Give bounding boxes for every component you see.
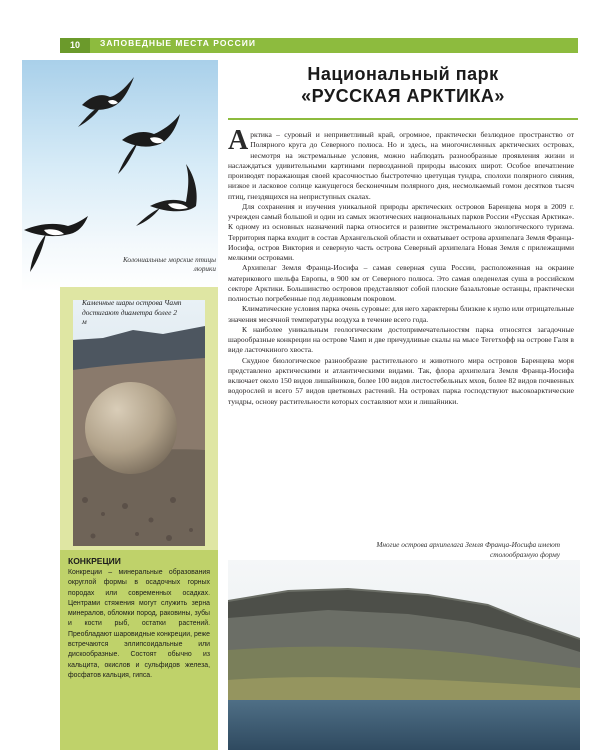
section-title: ЗАПОВЕДНЫЕ МЕСТА РОССИИ — [100, 38, 256, 48]
title-line-2: «РУССКАЯ АРКТИКА» — [301, 86, 505, 106]
page-number: 10 — [60, 38, 90, 53]
bird-4 — [24, 216, 88, 272]
article-body — [228, 125, 574, 407]
paragraph: Арктика – суровый и неприветливый край, огромное, практически безлюдное пространство от Полярного круга до Северного полюса. Но и здесь, на многочисленных арктических островах, несмотря на экстремальные условия, можно наблюдать разнообразные проявления жизни и наслаждаться удивительными картинами первозданной природы высоких широт. Особое впечатление производят поражающая своей красочностью быстротечно цветущая тундра, сполохи полярного сияния, низкое и ласковое солнце кажущегося бесконечным полярного дня, несмолкаемый гомон десятков тысяч птиц, гнездящихся на неприступных скалах. — [228, 125, 574, 201]
paragraph: Климатические условия парка очень суровые: для него характерны близкие к нулю или отрицательные значения месячной температуры воздуха в течение всего года. — [228, 304, 574, 324]
paragraph: Для сохранения и изучения уникальной природы арктических островов Баренцева моря в 2009 г. учрежден самый большой и один из самых экзотических национальных парков России «Русская Арктика». К одному из основных назначений парка относится и развитие экстремального экологического туризма. Территория парка входит в состав Архангельской области и охватывает острова архипелага Земля Франца-Иосифа, остров Виктория и северную часть острова Северный архипелага Новая Земля с прилежащими мелкими островами. — [228, 201, 574, 262]
archipelago-photo — [228, 560, 580, 750]
article-title — [228, 63, 578, 107]
stones-caption: Каменные шары острова Чамп достигают диаметра более 2 м — [82, 298, 182, 326]
paragraph: К наиболее уникальным геологическим достопримечательностям парка относятся загадочные шарообразные конкреции на острове Чамп и две причудливые скалы на мысе Тегетхофф на острове Галя в виде ласточкиного хвоста. — [228, 324, 574, 355]
drop-cap: А — [228, 125, 249, 156]
title-line-1: Национальный парк — [307, 64, 499, 84]
sidebar-text: Конкреции – минеральные образования округлой формы в осадочных горных породах или современных осадках. Центрами стяжения могут служить зерна минералов, обломки пород, раковины, зубы и кости рыб, остатки растений. Преобладают шаровидные конкреции, реже встречаются эллипсоидальные или дискообразные. Состоят обычно из кальцита, окислов и сульфидов железа, фосфатов кальция, гипса. — [68, 569, 210, 679]
bird-2 — [118, 114, 180, 174]
stones-photo — [73, 300, 205, 546]
birds-caption: Колониальные морские птицы люрики — [122, 256, 216, 273]
archipelago-caption: Многие острова архипелага Земля Франца-Иосифа имеют столообразную форму — [376, 540, 560, 559]
top-margin — [0, 0, 600, 38]
title-rule — [228, 118, 578, 120]
paragraph: Скудное биологическое разнообразие растительного и животного мира островов Баренцева моря представлено арктическими и атлантическими видами. Так, флора архипелага Земля Франца-Иосифа включает около 150 видов лишайников, более 100 видов листостебельных мхов, более 82 видов почвенных водорослей и всего 57 видов цветковых растений. На островах парка господствуют высокоарктические тундры, основу растительности которых составляют мхи и лишайники. — [228, 355, 574, 406]
bird-3 — [136, 164, 197, 226]
sidebar-title: КОНКРЕЦИИ — [68, 556, 121, 566]
paragraph: Архипелаг Земля Франца-Иосифа – самая северная суша России, расположенная на окраине материкового шельфа Европы, в 900 км от Северного полюса. Это самая оледенелая суша в российском секторе Арктики. Большинство островов представляют собой плоские базальтовые останцы, практически полностью погребенные под ледниковым покровом. — [228, 263, 574, 303]
bird-1 — [78, 77, 134, 127]
